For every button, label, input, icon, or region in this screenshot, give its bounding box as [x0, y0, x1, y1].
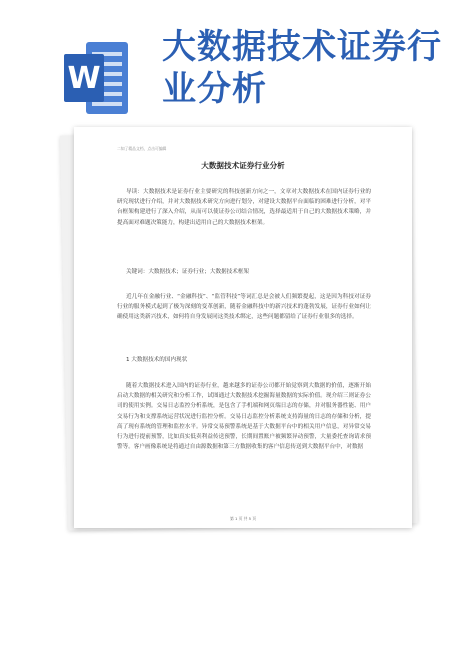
banner-title: 大数据技术证券行业分析 [162, 27, 442, 109]
word-logo-letter: W [67, 61, 101, 96]
section-paragraph: 随着大数据技术进入国内的证券行业，越来越多的证券公司都开始觉察到大数据的价值，逐渐开始启动大数据的相关研究和分析工作，试图通过大数据技术挖掘海量数据的实际价值。现介绍三则证券公司的使用实例。交易日志监控分析系统，是包含了手机端和网页端日志的存储，并对服务器性能、用户交易行为和支撑系统运营状况进行监控分析。交易日志监控分析系统支持海量的日志的存储和分析，提高了现有系统的管理和监控水平。异常交易预警系统是基于大数据平台中的相关用户信息，对异常交易行为进行提前预警，比如真实低卖利益传送预警，长期间置账户被频繁异动预警，大量委托查询请求预警等。客户画像系统是将通过自由源数据和第三方数据收集的客户信息传送到大数据平台中，对数据 [117, 383, 371, 451]
abstract-paragraph: 导读：大数据技术是证券行业主要研究的科技创新方向之一，文章对大数据技术在国内证券行业的研究现状进行介绍，并对大数据技术研究方向进行划分，对建设大数据平台面临的困难进行分析，对平台框架构建进行了深入介绍，从而可以使证券公司结合情况，选择最适用于自己的大数据技术策略，并提高面对难题决策能力，构建出适用自己的大数据技术框架。 [117, 189, 371, 226]
document-title: 大数据技术证券行业分析 [201, 161, 285, 170]
word-doc-icon [64, 40, 130, 116]
document-page [74, 127, 412, 528]
intro-paragraph: 近几年在金融行业、“金融科技”、“监管科技”等词汇总是会被人们频繁提起，这是因为科技对证券行业的服务模式起到了极为深刻的变革创新，随着金融科技中的新兴技术的蓬勃发展，证券行业如何让确使用这类新兴技术，如何将自身发展同这类技术绑定，这些问题都留给了证券行业很多的选择。 [117, 294, 371, 321]
page-number: 第 1 页 共 5 页 [229, 516, 257, 521]
keywords-line: 关键词：大数据技术；证券行业；大数据技术框架 [125, 269, 250, 275]
header-note: 二知了精品文档，点击可编辑 [117, 146, 167, 151]
section-heading: 1 大数据技术的国内现状 [125, 357, 188, 363]
